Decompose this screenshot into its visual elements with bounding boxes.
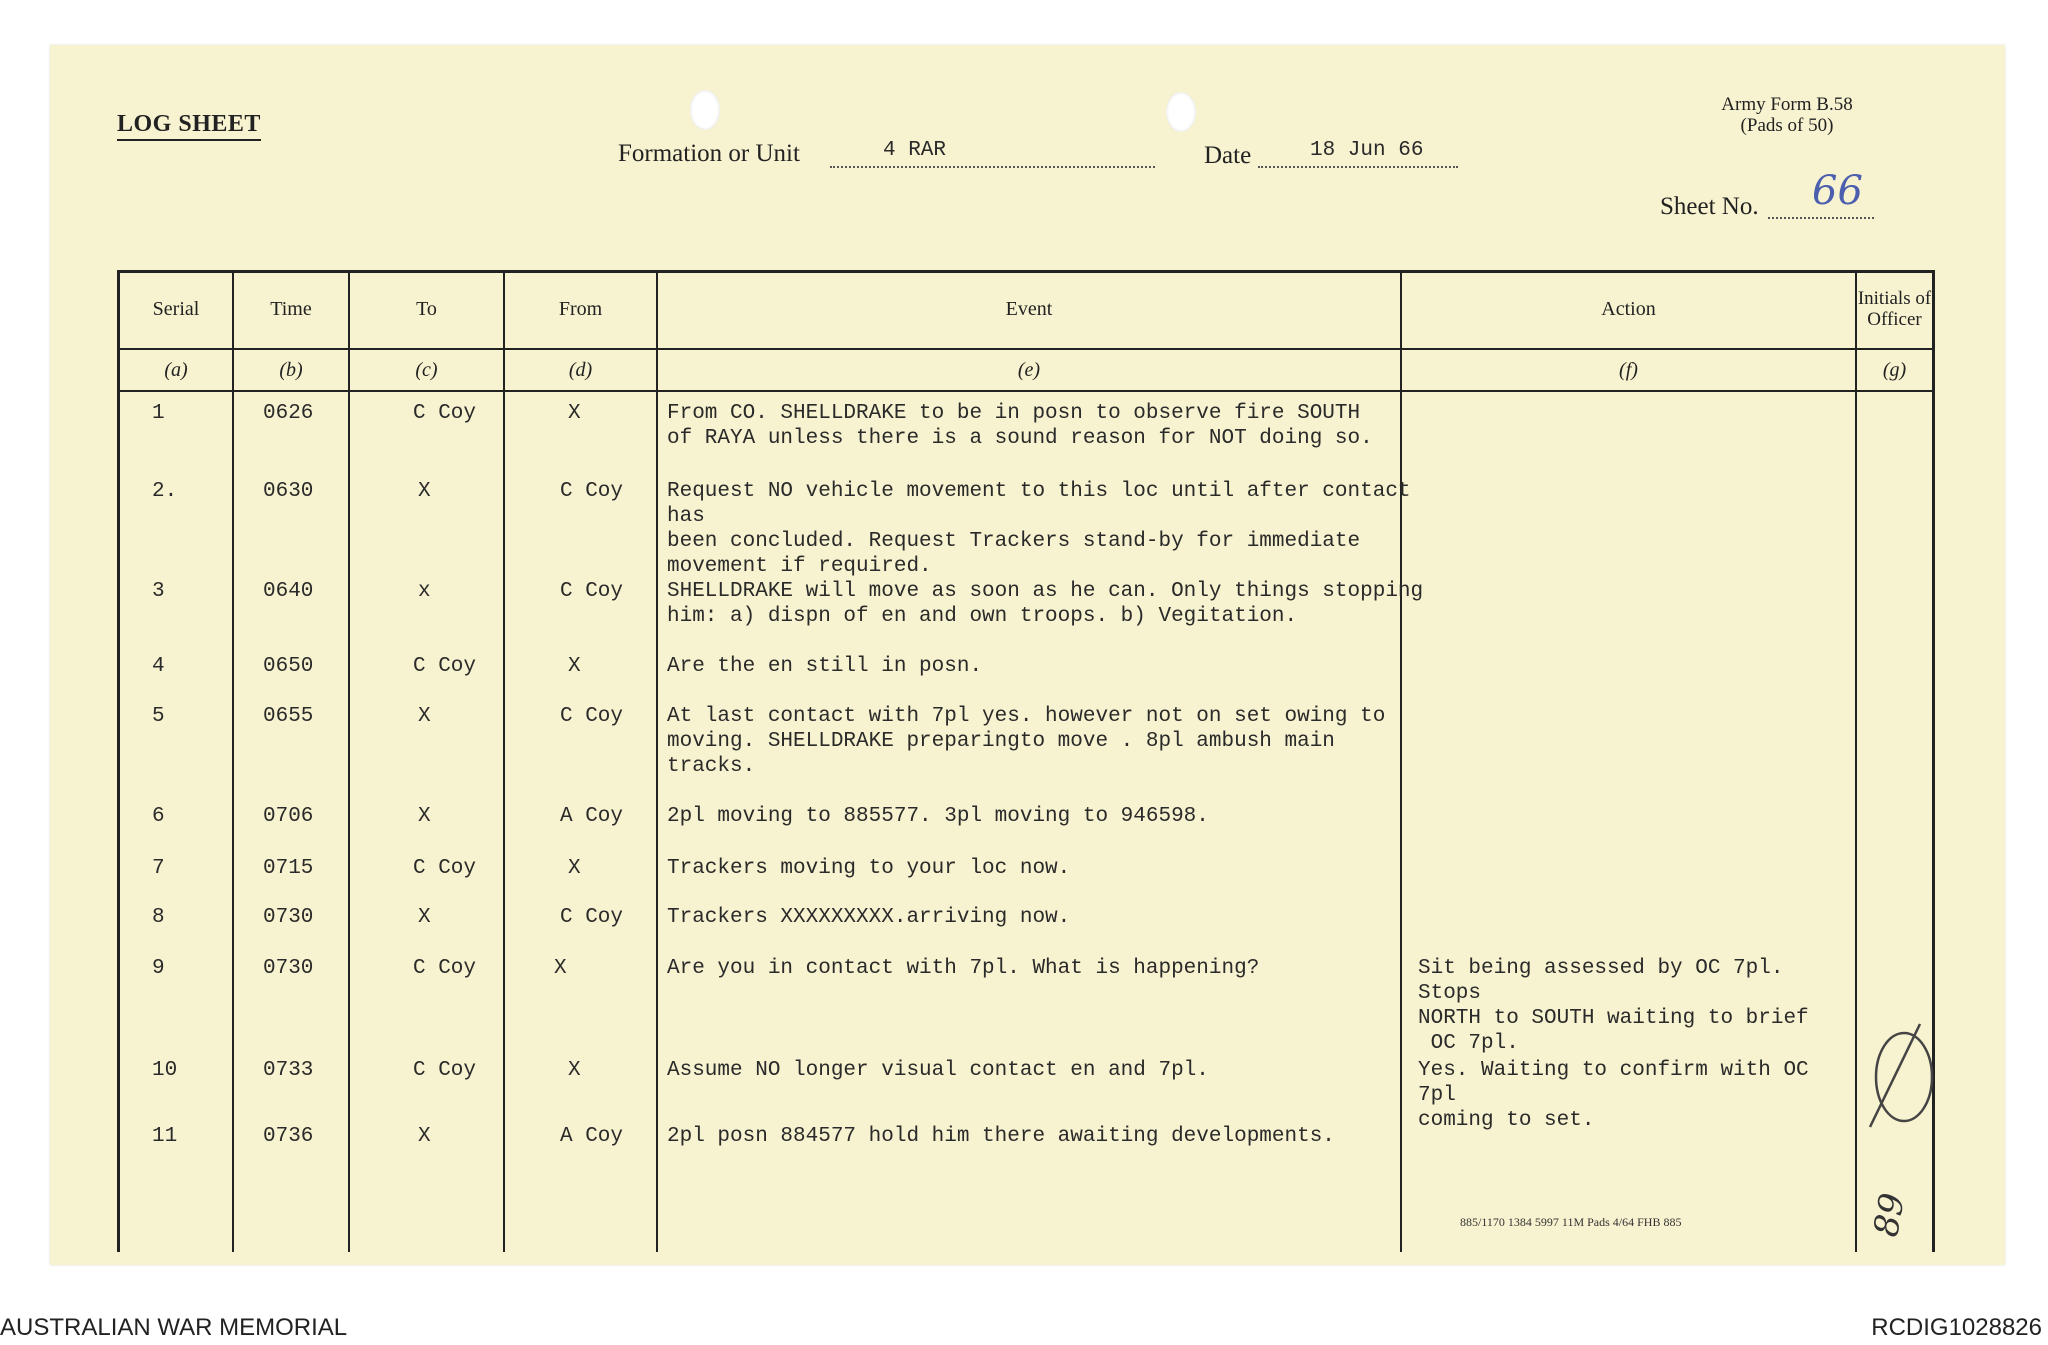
time-cell: 0626 [263, 402, 314, 425]
from-cell: X [568, 655, 581, 678]
serial-cell: 5 [152, 705, 165, 728]
archive-footer [0, 1310, 2048, 1345]
time-cell: 0733 [263, 1059, 314, 1082]
header-serial: Serial [152, 297, 200, 320]
col-divider [348, 270, 350, 1252]
subheader-initials: (g) [1882, 358, 1907, 381]
subheader-action: (f) [1619, 358, 1638, 381]
form-title: LOG SHEET [117, 111, 261, 141]
header-action: Action [1601, 297, 1656, 320]
subheader-to: (c) [415, 358, 438, 381]
sheet-label: Sheet No. [1660, 193, 1759, 220]
col-divider [656, 270, 658, 1252]
from-cell: X [568, 857, 581, 880]
serial-cell: 6 [152, 805, 165, 828]
from-cell: C Coy [560, 480, 624, 503]
from-cell: C Coy [560, 705, 624, 728]
event-cell: Trackers XXXXXXXXX.arriving now. [667, 906, 1071, 929]
event-cell: 2pl posn 884577 hold him there awaiting developments. [667, 1125, 1335, 1148]
time-cell: 0706 [263, 805, 314, 828]
from-cell: C Coy [560, 580, 624, 603]
to-cell: X [418, 805, 431, 828]
header-from: From [558, 297, 603, 320]
punch-hole-left [690, 90, 720, 130]
event-cell: From CO. SHELLDRAKE to be in posn to observe fire SOUTH of RAYA unless there is a sound reason for NOT doing so. [667, 402, 1373, 450]
from-cell: X [568, 1059, 581, 1082]
serial-cell: 3 [152, 580, 165, 603]
action-cell: Sit being assessed by OC 7pl. Stops NORTH to SOUTH waiting to brief OC 7pl. [1418, 957, 1809, 1055]
to-cell: X [418, 906, 431, 929]
header-to: To [416, 297, 437, 320]
to-cell: C Coy [413, 1059, 477, 1082]
army-form-number [1712, 94, 1862, 136]
serial-cell: 1 [152, 402, 165, 425]
header-event: Event [1005, 297, 1053, 320]
serial-cell: 10 [152, 1059, 178, 1082]
to-cell: x [418, 580, 431, 603]
serial-cell: 11 [152, 1125, 178, 1148]
from-cell: X [568, 402, 581, 425]
punch-hole-right [1166, 92, 1196, 132]
event-cell: Assume NO longer visual contact en and 7pl. [667, 1059, 1209, 1082]
to-cell: C Coy [413, 402, 477, 425]
unit-value: 4 RAR [883, 139, 947, 162]
action-cell: Yes. Waiting to confirm with OC 7pl coming to set. [1418, 1059, 1809, 1132]
header-time: Time [270, 297, 312, 320]
from-cell: A Coy [560, 805, 624, 828]
col-divider [503, 270, 505, 1252]
unit-dotted-line [830, 140, 1155, 168]
subheader-serial: (a) [164, 358, 188, 381]
header-initials: Initials of Officer [1857, 288, 1932, 330]
serial-cell: 7 [152, 857, 165, 880]
from-cell: X [554, 957, 567, 980]
time-cell: 0730 [263, 957, 314, 980]
from-cell: C Coy [560, 906, 624, 929]
date-label: Date [1204, 142, 1252, 169]
time-cell: 0640 [263, 580, 314, 603]
archive-reference: RCDIG1028826 [1871, 1314, 2042, 1341]
from-cell: A Coy [560, 1125, 624, 1148]
pads-label: (Pads of 50) [1740, 115, 1834, 136]
army-form-label: Army Form B.58 [1721, 94, 1853, 115]
to-cell: C Coy [413, 957, 477, 980]
margin-note: 89 [1866, 1190, 1914, 1240]
subheader-divider [117, 390, 1935, 392]
col-divider [232, 270, 234, 1252]
event-cell: Trackers moving to your loc now. [667, 857, 1071, 880]
unit-label: Formation or Unit [618, 140, 800, 167]
archive-name: AUSTRALIAN WAR MEMORIAL [0, 1314, 348, 1341]
time-cell: 0655 [263, 705, 314, 728]
event-cell: Request NO vehicle movement to this loc until after contact has been concluded. Request Trackers stand-by for immediate movement if required. [667, 480, 1411, 578]
event-cell: Are the en still in posn. [667, 655, 983, 678]
folio-stamp-icon [1862, 1022, 1938, 1132]
to-cell: X [418, 1125, 431, 1148]
time-cell: 0630 [263, 480, 314, 503]
serial-cell: 9 [152, 957, 165, 980]
printer-code: 885/1170 1384 5997 11M Pads 4/64 FHB 885 [1460, 1215, 1682, 1229]
time-cell: 0650 [263, 655, 314, 678]
to-cell: X [418, 480, 431, 503]
to-cell: C Coy [413, 857, 477, 880]
time-cell: 0736 [263, 1125, 314, 1148]
subheader-event: (e) [1017, 358, 1041, 381]
event-cell: Are you in contact with 7pl. What is happening? [667, 957, 1260, 980]
event-cell: At last contact with 7pl yes. however not on set owing to moving. SHELLDRAKE preparingto move . 8pl ambush main tracks. [667, 705, 1386, 778]
serial-cell: 4 [152, 655, 165, 678]
time-cell: 0730 [263, 906, 314, 929]
subheader-from: (d) [568, 358, 593, 381]
event-cell: SHELLDRAKE will move as soon as he can. Only things stopping him: a) dispn of en and own troops. b) Vegitation. [667, 580, 1424, 628]
time-cell: 0715 [263, 857, 314, 880]
event-cell: 2pl moving to 885577. 3pl moving to 946598. [667, 805, 1209, 828]
to-cell: C Coy [413, 655, 477, 678]
subheader-time: (b) [279, 358, 303, 381]
to-cell: X [418, 705, 431, 728]
sheet-number-handwritten: 66 [1812, 168, 1863, 214]
serial-cell: 2. [152, 480, 178, 503]
serial-cell: 8 [152, 906, 165, 929]
date-value: 18 Jun 66 [1310, 139, 1424, 162]
